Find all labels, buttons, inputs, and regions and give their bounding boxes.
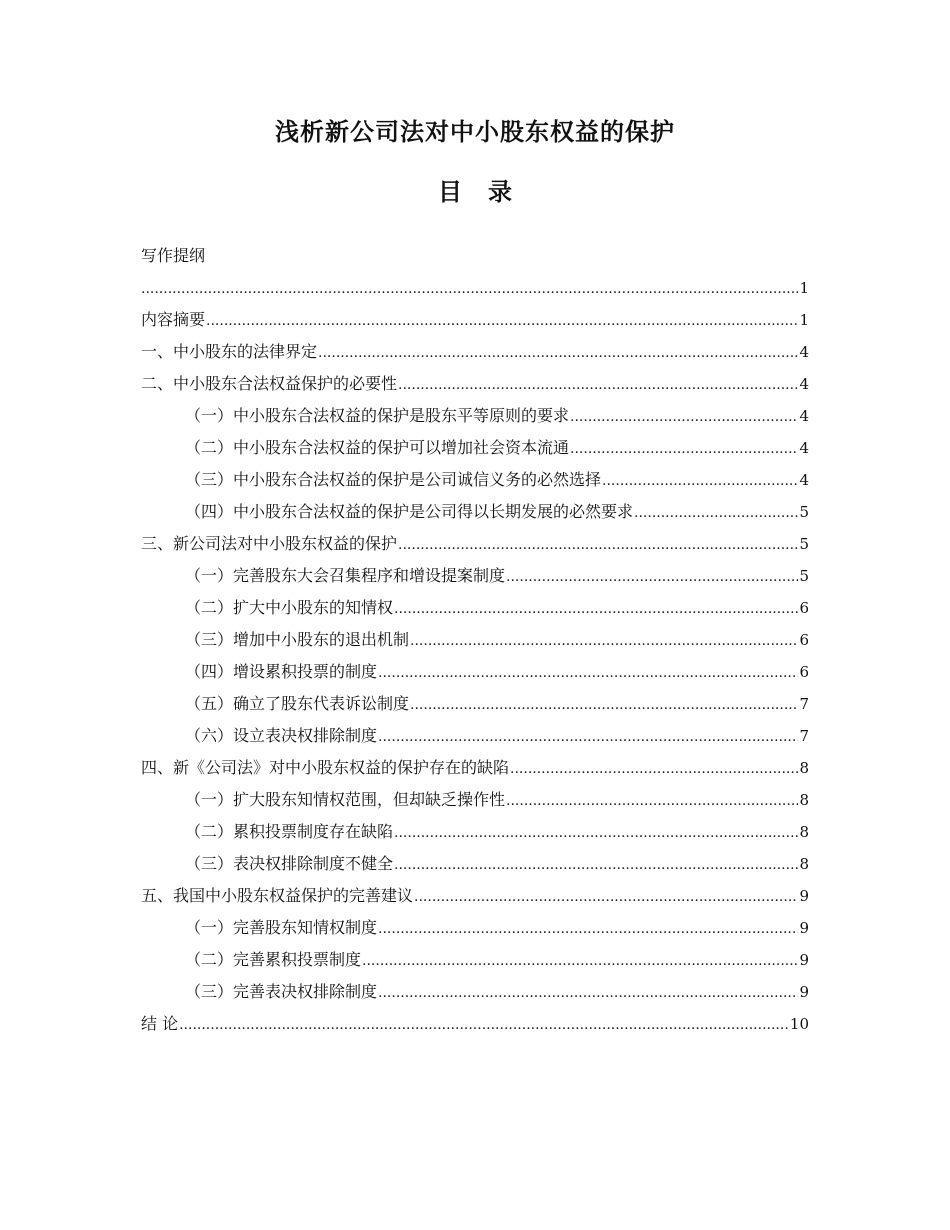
toc-page-number: 10 bbox=[789, 1015, 809, 1033]
toc-entry[interactable] bbox=[141, 464, 809, 496]
toc-page-number: 4 bbox=[799, 375, 809, 393]
toc-page-number: 8 bbox=[799, 855, 809, 873]
toc-page-number: 9 bbox=[799, 919, 809, 937]
toc-entry-label: （二）中小股东合法权益的保护可以增加社会资本流通 bbox=[185, 438, 570, 457]
toc-leader-dots bbox=[506, 560, 798, 593]
toc-page-number: 1 bbox=[799, 279, 809, 297]
toc-entry[interactable] bbox=[141, 496, 809, 528]
toc-entry[interactable] bbox=[141, 368, 809, 400]
toc-entry[interactable] bbox=[141, 656, 809, 688]
toc-entry[interactable] bbox=[141, 976, 809, 1008]
toc-page-number: 7 bbox=[799, 727, 809, 745]
toc-page-number: 8 bbox=[799, 823, 809, 841]
toc-leader-dots bbox=[206, 304, 798, 337]
toc-entry-label: （三）增加中小股东的退出机制 bbox=[185, 630, 410, 649]
toc-entry-label: （三）完善表决权排除制度 bbox=[185, 982, 378, 1001]
toc-page-number: 4 bbox=[799, 407, 809, 425]
toc-leader-dots bbox=[506, 784, 798, 817]
toc-entry-label: 四、新《公司法》对中小股东权益的保护存在的缺陷 bbox=[141, 758, 510, 777]
toc-leader-dots bbox=[398, 528, 798, 561]
toc-leader-dots bbox=[570, 432, 798, 465]
table-of-contents bbox=[141, 240, 809, 1040]
toc-entry-label: 一、中小股东的法律界定 bbox=[141, 342, 318, 361]
toc-heading bbox=[0, 172, 950, 207]
toc-heading-part1: 目 bbox=[438, 178, 462, 206]
toc-entry-label: （三）中小股东合法权益的保护是公司诚信义务的必然选择 bbox=[185, 470, 602, 489]
toc-heading-part2: 录 bbox=[488, 178, 512, 206]
toc-entry[interactable] bbox=[141, 272, 809, 304]
toc-entry-label: （二）完善累积投票制度 bbox=[185, 950, 362, 969]
toc-leader-dots bbox=[570, 400, 798, 433]
toc-entry[interactable] bbox=[141, 944, 809, 976]
toc-entry[interactable] bbox=[141, 1008, 809, 1040]
toc-leader-dots bbox=[394, 816, 798, 849]
toc-leader-dots bbox=[378, 656, 798, 689]
document-title: 浅析新公司法对中小股东权益的保护 bbox=[275, 118, 675, 146]
toc-entry-label: 五、我国中小股东权益保护的完善建议 bbox=[141, 886, 414, 905]
toc-leader-dots bbox=[378, 912, 798, 945]
toc-page-number: 9 bbox=[799, 887, 809, 905]
toc-entry[interactable] bbox=[141, 688, 809, 720]
toc-entry[interactable] bbox=[141, 304, 809, 336]
toc-leader-dots bbox=[394, 592, 798, 625]
toc-entry[interactable] bbox=[141, 432, 809, 464]
toc-page-number: 5 bbox=[799, 567, 809, 585]
toc-leader-dots bbox=[602, 464, 798, 497]
toc-entry[interactable] bbox=[141, 816, 809, 848]
toc-leader-dots bbox=[394, 848, 798, 881]
toc-entry-label: 二、中小股东合法权益保护的必要性 bbox=[141, 374, 398, 393]
toc-page-number: 4 bbox=[799, 343, 809, 361]
toc-leader-dots bbox=[398, 368, 798, 401]
toc-entry-label[interactable]: 写作提纲 bbox=[141, 246, 206, 265]
toc-entry[interactable] bbox=[141, 784, 809, 816]
toc-entry-label: （一）完善股东大会召集程序和增设提案制度 bbox=[185, 566, 506, 585]
toc-page-number: 5 bbox=[799, 535, 809, 553]
toc-entry-label: 三、新公司法对中小股东权益的保护 bbox=[141, 534, 398, 553]
toc-leader-dots bbox=[410, 688, 798, 721]
toc-leader-dots bbox=[378, 720, 798, 753]
toc-entry-label: （四）中小股东合法权益的保护是公司得以长期发展的必然要求 bbox=[185, 502, 634, 521]
toc-entry[interactable] bbox=[141, 336, 809, 368]
toc-entry-label: （一）中小股东合法权益的保护是股东平等原则的要求 bbox=[185, 406, 570, 425]
toc-entry[interactable] bbox=[141, 528, 809, 560]
toc-entry[interactable] bbox=[141, 848, 809, 880]
toc-page-number: 6 bbox=[799, 631, 809, 649]
toc-entry[interactable] bbox=[141, 912, 809, 944]
toc-entry-label: （六）设立表决权排除制度 bbox=[185, 726, 378, 745]
toc-leader-dots bbox=[362, 944, 798, 977]
toc-entries bbox=[141, 304, 809, 1040]
toc-entry[interactable] bbox=[141, 720, 809, 752]
toc-leader-dots bbox=[634, 496, 798, 529]
toc-leader-dots bbox=[414, 880, 798, 913]
toc-page-number: 9 bbox=[799, 951, 809, 969]
toc-entry-label: 内容摘要 bbox=[141, 310, 206, 329]
toc-entry[interactable] bbox=[141, 880, 809, 912]
toc-entry-label: （三）表决权排除制度不健全 bbox=[185, 854, 394, 873]
toc-entry-label: 结 论 bbox=[141, 1014, 179, 1033]
toc-entry-label: （一）完善股东知情权制度 bbox=[185, 918, 378, 937]
toc-page-number: 8 bbox=[799, 759, 809, 777]
toc-entry-label: （二）扩大中小股东的知情权 bbox=[185, 598, 394, 617]
toc-page-number: 6 bbox=[799, 663, 809, 681]
toc-page-number: 4 bbox=[799, 439, 809, 457]
toc-entry[interactable] bbox=[141, 560, 809, 592]
toc-entry-label: （一）扩大股东知情权范围，但却缺乏操作性 bbox=[185, 790, 506, 809]
toc-entry[interactable] bbox=[141, 400, 809, 432]
toc-entry[interactable] bbox=[141, 592, 809, 624]
toc-page-number: 9 bbox=[799, 983, 809, 1001]
toc-page-number: 8 bbox=[799, 791, 809, 809]
toc-leader-dots bbox=[318, 336, 798, 369]
toc-leader-dots bbox=[410, 624, 798, 657]
toc-entry-label: （二）累积投票制度存在缺陷 bbox=[185, 822, 394, 841]
toc-page-number: 1 bbox=[799, 311, 809, 329]
toc-leader-dots bbox=[141, 272, 798, 305]
toc-leader-dots bbox=[378, 976, 798, 1009]
toc-page-number: 7 bbox=[799, 695, 809, 713]
toc-entry[interactable] bbox=[141, 752, 809, 784]
toc-page-number: 6 bbox=[799, 599, 809, 617]
toc-leader-dots bbox=[510, 752, 798, 785]
toc-page-number: 5 bbox=[799, 503, 809, 521]
toc-entry[interactable] bbox=[141, 624, 809, 656]
toc-leader-dots bbox=[179, 1008, 789, 1041]
toc-entry-label: （五）确立了股东代表诉讼制度 bbox=[185, 694, 410, 713]
toc-page-number: 4 bbox=[799, 471, 809, 489]
toc-entry-label: （四）增设累积投票的制度 bbox=[185, 662, 378, 681]
